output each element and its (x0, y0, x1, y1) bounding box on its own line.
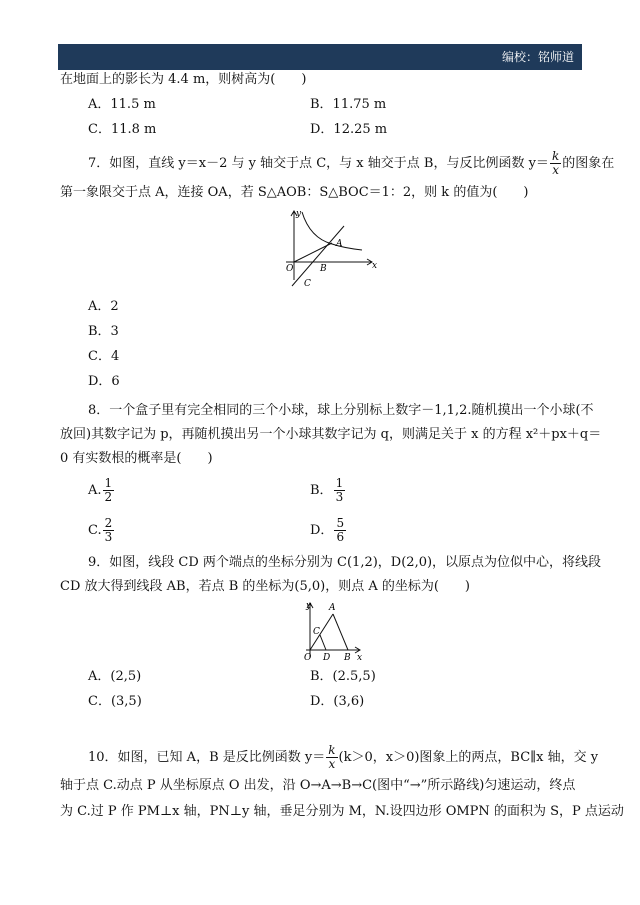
q7-frac-num: k (551, 149, 560, 163)
q8-option-c-num: 2 (104, 516, 113, 530)
q9-label-a: A (329, 603, 336, 613)
q7-figure (282, 208, 382, 292)
q7-line-y-eq-x-minus-2 (292, 226, 344, 286)
q7-label-x: x (372, 261, 378, 271)
q8-option-c-den: 3 (104, 530, 113, 544)
q8-option-a-num: 1 (104, 476, 113, 490)
q6-option-b: B．11.75 m (310, 97, 387, 112)
q8-option-a-fraction (103, 477, 115, 504)
q9-label-o: O (304, 653, 312, 663)
q9-line2: CD 放大得到线段 AB，若点 B 的坐标为(5,0)，则点 A 的坐标为( ) (60, 579, 471, 594)
q8-option-d (310, 517, 347, 544)
q10-line1 (88, 744, 598, 771)
q9-segment-ab (333, 614, 348, 650)
q9-option-c: C．(3,5) (88, 694, 142, 709)
q9-figure (298, 600, 368, 664)
q8-option-d-label: D． (310, 523, 334, 538)
q7-segment-oa (294, 243, 332, 262)
q9-option-a: A．(2,5) (88, 669, 142, 684)
q8-line1: 8．一个盒子里有完全相同的三个小球，球上分别标上数字－1,1,2.随机摸出一个小球(不 (88, 403, 594, 418)
q8-option-b-num: 1 (335, 476, 344, 490)
q7-label-o: O (286, 264, 294, 274)
q10-line3: 为 C.过 P 作 PM⊥x 轴，PN⊥y 轴，垂足分别为 M，N.设四边形 OMPN 的面积为 S，P 点运动 (60, 804, 624, 819)
q10-fraction (326, 744, 337, 771)
q7-label-b: B (320, 264, 327, 274)
q6-option-a: A．11.5 m (88, 97, 156, 112)
q8-option-c (88, 517, 115, 544)
q9-label-b: B (344, 653, 351, 663)
q8-option-b-fraction (334, 477, 346, 504)
q10-line2: 轴于点 C.动点 P 从坐标原点 O 出发，沿 O→A→B→C(图中“→”所示路线)匀速运动，终点 (60, 778, 576, 793)
q7-line1-b: 的图象在 (562, 156, 615, 171)
q7-option-a: A．2 (88, 299, 119, 314)
q8-option-a-label: A. (88, 483, 102, 498)
q7-line2: 第一象限交于点 A，连接 OA，若 S△AOB：S△BOC＝1：2，则 k 的值为( ) (60, 185, 529, 200)
q7-option-c: C．4 (88, 349, 120, 364)
q6-text: 在地面上的影长为 4.4 m，则树高为( ) (60, 72, 307, 87)
q7-label-a: A (336, 239, 343, 249)
q7-option-b: B．3 (88, 324, 119, 339)
q7-frac-den: x (552, 163, 559, 177)
q8-line2: 放回)其数字记为 p，再随机摸出另一个小球其数字记为 q，则满足关于 x 的方程 x²＋px＋q＝ (60, 427, 602, 442)
q9-line1: 9．如图，线段 CD 两个端点的坐标分别为 C(1,2)，D(2,0)，以原点为位似中心，将线段 (88, 555, 602, 570)
q9-label-y: y (306, 601, 312, 611)
header-bar (58, 44, 582, 70)
q10-frac-num: k (328, 743, 336, 757)
q7-hyperbola (302, 212, 362, 250)
q7-fraction (550, 150, 561, 177)
q8-option-c-label: C. (88, 523, 102, 538)
q10-line1-a: 10．如图，已知 A，B 是反比例函数 y＝ (88, 750, 326, 765)
q8-line3: 0 有实数根的概率是( ) (60, 451, 213, 466)
q9-option-d: D．(3,6) (310, 694, 365, 709)
q9-segment-cd (320, 635, 326, 650)
q10-line1-b: (k＞0，x＞0)图象上的两点，BC∥x 轴，交 y (338, 750, 599, 765)
q7-option-d: D．6 (88, 374, 120, 389)
q8-option-b (310, 477, 346, 504)
q9-label-x: x (357, 653, 363, 663)
q8-option-d-num: 5 (336, 516, 345, 530)
q9-option-b: B．(2.5,5) (310, 669, 376, 684)
q7-label-c: C (304, 279, 311, 289)
q8-option-b-den: 3 (335, 490, 344, 504)
q8-option-a (88, 477, 115, 504)
q6-option-c: C．11.8 m (88, 122, 157, 137)
q7-line1 (88, 150, 614, 177)
q9-label-c: C (313, 627, 320, 637)
header-label: 编校：铭师道 (501, 50, 574, 64)
q8-option-d-den: 6 (336, 530, 345, 544)
q8-option-a-den: 2 (104, 490, 113, 504)
q8-option-d-fraction (334, 517, 346, 544)
q8-option-c-fraction (103, 517, 115, 544)
q8-option-b-label: B． (310, 483, 333, 498)
q10-frac-den: x (328, 757, 336, 771)
q7-line1-a: 7．如图，直线 y＝x－2 与 y 轴交于点 C，与 x 轴交于点 B，与反比例函数 y＝ (88, 156, 549, 171)
q7-label-y: y (296, 209, 302, 219)
q6-option-d: D．12.25 m (310, 122, 388, 137)
q9-label-d: D (323, 653, 331, 663)
